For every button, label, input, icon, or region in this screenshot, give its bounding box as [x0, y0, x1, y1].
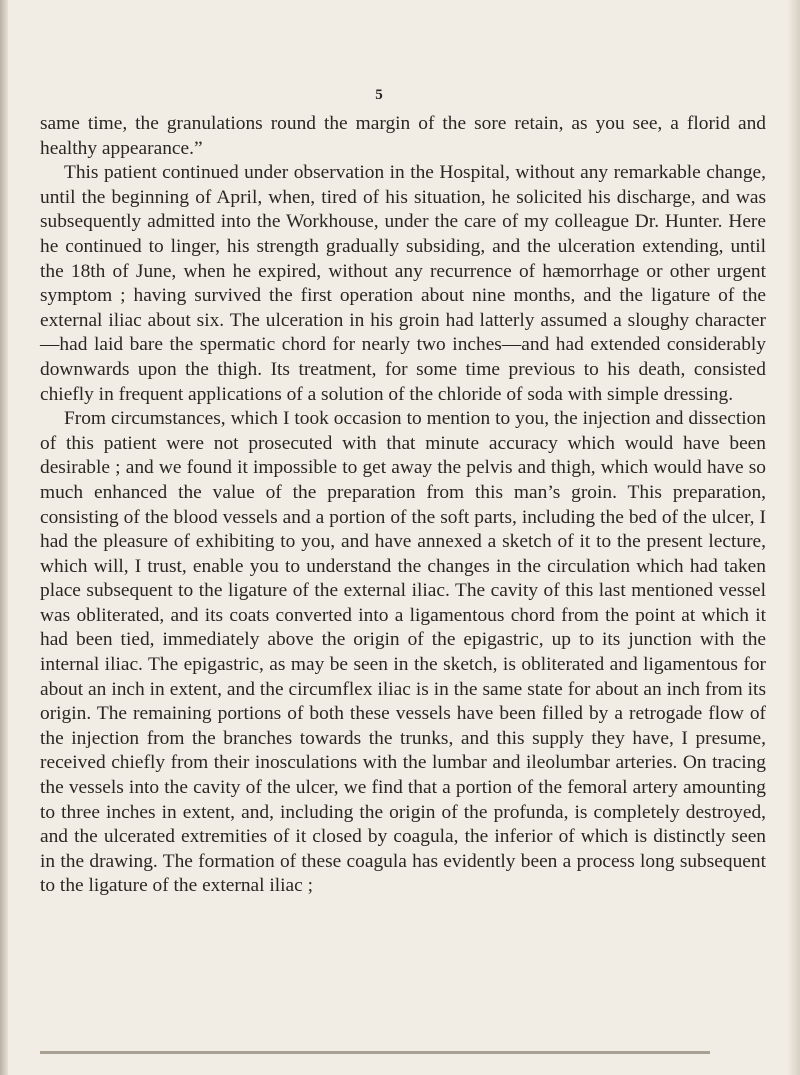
page-right-edge [788, 0, 800, 1075]
paragraph-1: same time, the granulations round the margin of the sore retain, as you see, a florid and healthy appearance.” [40, 113, 766, 159]
paragraph-3: From circumstances, which I took occasion to mention to you, the injection and dissection of this patient were not prosecuted with that minute accuracy which would have been desirable ; and we found it impossible to get away the pelvis and thigh, which would have so much enhanced the value of the preparation from this man’s groin. This preparation, consisting of the blood vessels and a portion of the soft parts, including the bed of the ulcer, I had the pleasure of exhibiting to you, and have annexed a sketch of it to the present lecture, which will, I trust, enable you to understand the changes in the circulation which had taken place subsequent to the ligature of the external iliac. The cavity of this last mentioned vessel was obliterated, and its coats converted into a ligamentous chord from the point at which it had been tied, immediately above the origin of the epigastric, up to its junction with the internal iliac. The epigastric, as may be seen in the sketch, is obliterated and ligamentous for about an inch in extent, and the circumflex iliac is in the same state for about an inch from its origin. The remaining portions of both these vessels have been filled by a retrogade flow of the injection from the branches towards the trunks, and this supply they have, I presume, received chiefly from their inosculations with the lumbar and ileolumbar arteries. On tracing the vessels into the cavity of the ulcer, we find that a portion of the femoral artery amounting to three inches in extent, and, including the origin of the profunda, is completely destroyed, and the ulcerated extremities of it closed by coagula, the inferior of which is distinctly seen in the drawing. The formation of these coagula has evidently been a process long subsequent to the ligature of the external iliac ; [40, 408, 766, 897]
paragraph-2: This patient continued under observation in the Hospital, without any remarkable change, until the beginning of April, when, tired of his situation, he solicited his discharge, and was subsequently admitted into the Workhouse, under the care of my colleague Dr. Hunter. Here he continued to linger, his strength gradually subsiding, and the ulceration extending, until the 18th of June, when he expired, without any recurrence of hæmorrhage or other urgent symptom ; having survived the first operation about nine months, and the ligature of the external iliac about six. The ulceration in his groin had latterly assumed a sloughy character—had laid bare the spermatic chord for nearly two inches—and had extended considerably downwards upon the thigh. Its treatment, for some time previous to his death, consisted chiefly in frequent applications of a solution of the chloride of soda with simple dressing. [40, 162, 766, 405]
page-number: 5 [375, 87, 383, 103]
body-text [40, 112, 766, 899]
page-left-edge [0, 0, 8, 1075]
bottom-rule [40, 1051, 710, 1054]
